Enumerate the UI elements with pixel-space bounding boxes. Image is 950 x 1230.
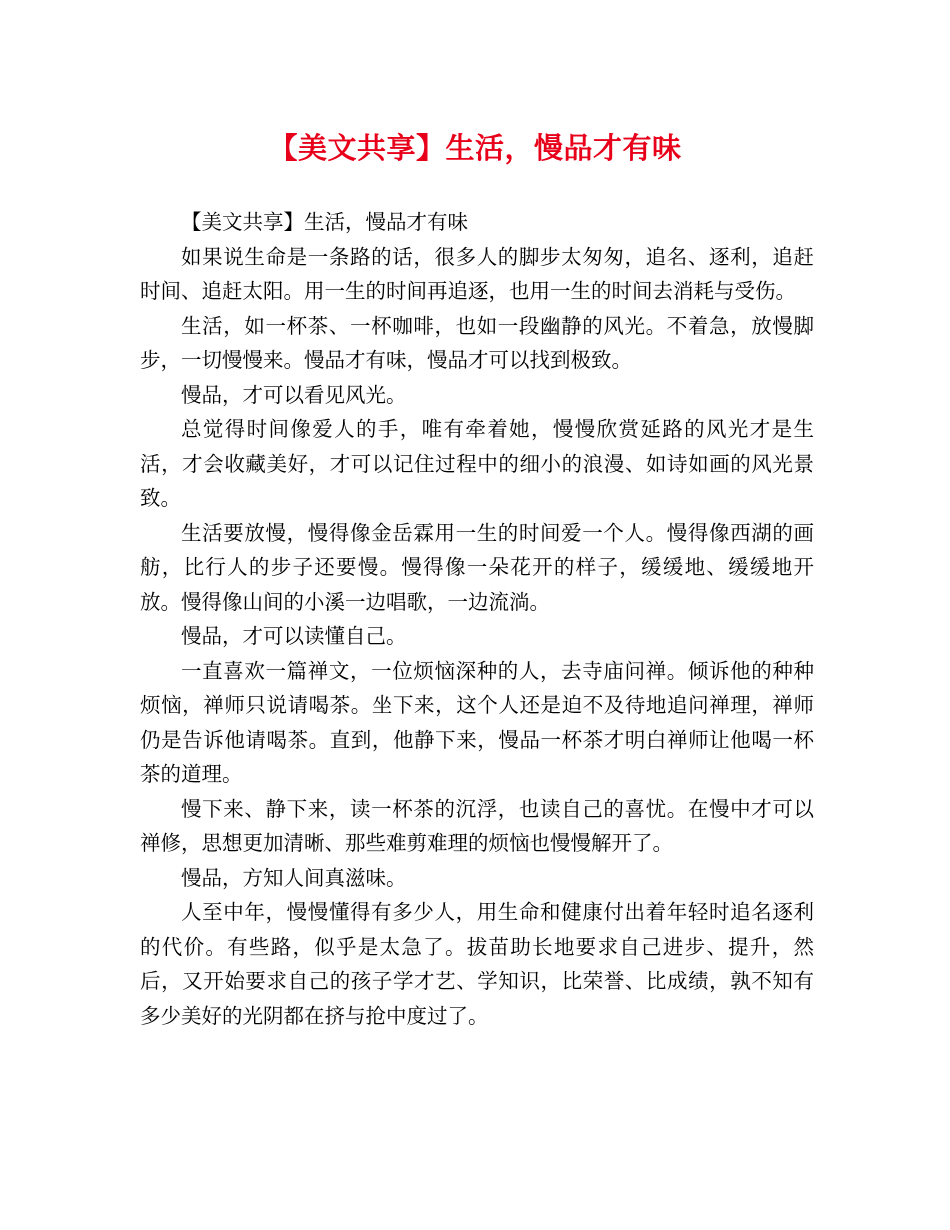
paragraph: 如果说生命是一条路的话，很多人的脚步太匆匆，追名、逐利，追赶时间、追赶太阳。用一生的时间再追逐，也用一生的时间去消耗与受伤。 [140,244,814,303]
document-title: 【美文共享】生活，慢品才有味 [268,131,682,165]
document-body [140,205,814,1033]
paragraph: 慢下来、静下来，读一杯茶的沉浮，也读自己的喜忧。在慢中才可以禅修，思想更加清晰、那些难剪难理的烦恼也慢慢解开了。 [140,796,814,855]
paragraph: 一直喜欢一篇禅文，一位烦恼深种的人，去寺庙问禅。倾诉他的种种烦恼，禅师只说请喝茶。坐下来，这个人还是迫不及待地追问禅理，禅师仍是告诉他请喝茶。直到，他静下来，慢品一杯茶才明白禅师让他喝一杯茶的道理。 [140,658,814,786]
paragraph: 总觉得时间像爱人的手，唯有牵着她，慢慢欣赏延路的风光才是生活，才会收藏美好，才可以记住过程中的细小的浪漫、如诗如画的风光景致。 [140,417,814,510]
paragraph: 慢品，才可以读懂自己。 [181,624,407,648]
paragraph: 慢品，才可以看见风光。 [181,382,407,407]
paragraph: 【美文共享】生活，慢品才有味 [181,210,468,234]
paragraph: 生活要放慢，慢得像金岳霖用一生的时间爱一个人。慢得像西湖的画舫，比行人的步子还要慢。慢得像一朵花开的样子，缓缓地、缓缓地开放。慢得像山间的小溪一边唱歌，一边流淌。 [140,520,814,614]
paragraph: 慢品，方知人间真滋味。 [181,865,407,890]
paragraph: 生活，如一杯茶、一杯咖啡，也如一段幽静的风光。不着急，放慢脚步，一切慢慢来。慢品才有味，慢品才可以找到极致。 [140,313,814,372]
paragraph: 人至中年，慢慢懂得有多少人，用生命和健康付出着年轻时追名逐利的代价。有些路，似乎是太急了。拔苗助长地要求自己进步、提升，然后，又开始要求自己的孩子学才艺、学知识，比荣誉、比成绩，孰不知有多少美好的光阴都在挤与抢中度过了。 [140,900,814,1028]
